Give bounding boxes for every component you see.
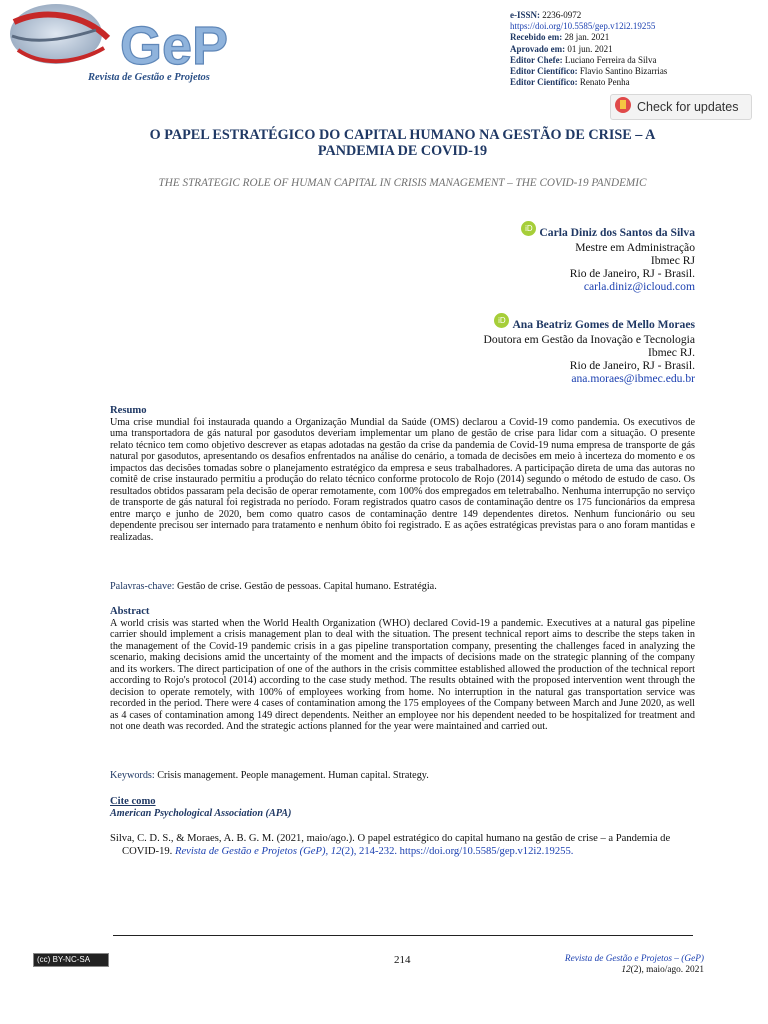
resumo-heading: Resumo [110, 405, 147, 416]
author-institution: Ibmec RJ [650, 254, 695, 267]
abstract-text: A world crisis was started when the World Health Organization (WHO) declared Covid-19 a pandemic. Executives at a natural gas pipeline carrier should implement a crisis management plan to deal with the situation. The present technical report aims to describe the steps taken in the management of the Covid-19 pandemic crisis in a gas pipeline transportation company, presenting the challenges faced in analyzing the scenario, making decisions amid the uncertainty of the moment and the impacts of decisions made on the strategic planning of the company and its workers. The direct participation of one of the authors in the crisis committee established allowed the production of the technical report according to Rojo's protocol (2014) according to the case study method. The results obtained with the proposed intervention went through the decision to operate remotely, with 100% of employees working from home. No interruption in the natural gas transportation service was recorded in the period. There were 4 cases of contamination among the 175 employees of the Company between March and June 2020, as well as 4 cases of contamination among 149 direct dependents. Neither an employee nor his dependent needed to be hospitalized for treatment and not one death was recorded. And the strategic actions planned for the year were maintained and carried out. [110, 617, 695, 733]
footer-rule [113, 935, 693, 936]
author-name: Ana Beatriz Gomes de Mello Moraes [512, 318, 695, 331]
abstract-section [110, 606, 695, 733]
journal-citation-footer [565, 954, 704, 976]
citation-style: American Psychological Association (APA) [110, 807, 292, 819]
footer-issue: (2), maio/ago. 2021 [630, 965, 704, 975]
chief-editor-row: Editor Chefe: Luciano Ferreira da Silva [510, 54, 657, 65]
author-location: Rio de Janeiro, RJ - Brasil. [569, 267, 695, 280]
resumo-text: Uma crise mundial foi instaurada quando a Organização Mundial da Saúde (OMS) declarou a Covid-19 como pandemia. Os executivos de uma transportadora de gás natural por gasodutos deveriam implementar um plano de gestão de crise para lidar com a situação. O presente relato técnico tem como objetivo descrever as etapas adotadas na gestão da crise da pandemia de Covid-19 numa empresa de transporte de gás natural por gasodutos, apresentando os desafios enfrentados na análise do cenário, a tomada de decisões em meio à incerteza do momento e os impactos das decisões tomadas sobre o planejamento estratégico da empresa e seus trabalhadores. A participação direta de uma das autoras no comitê de crise instaurado permitiu a produção do relato técnico conforme protocolo de Rojo (2014) segundo o método de estudo de caso. Os resultados obtidos passaram pela decisão de operar remotamente, com 100% dos empregados em teletrabalho. Nenhuma interrupção no serviço de transporte de gás natural foi registrada no período. Foram registrados quatro casos de contaminação dentre os 175 funcionários da empresa entre março e junho de 2020, bem como quatro casos de contaminação dentre 149 dependentes diretos. Nenhum funcionário ou seu dependente precisou ser internado para tratamento e nenhum óbito foi registrado. E as ações estratégicas previstas para o ano foram mantidas e realizadas. [110, 416, 695, 544]
palavras-chave [110, 581, 695, 593]
author-location: Rio de Janeiro, RJ - Brasil. [569, 359, 695, 372]
article-title: O PAPEL ESTRATÉGICO DO CAPITAL HUMANO NA GESTÃO DE CRISE – A PANDEMIA DE COVID-19 [149, 127, 656, 159]
palavras-chave-text: Gestão de crise. Gestão de pessoas. Capital humano. Estratégia. [177, 581, 437, 592]
author-name: Carla Diniz dos Santos da Silva [539, 226, 695, 239]
eissn-row: e-ISSN: 2236-0972 [510, 10, 582, 20]
check-for-updates-label: Check for updates [637, 100, 739, 114]
svg-text:GeP: GeP [120, 16, 229, 76]
cite-heading: Cite como [110, 796, 156, 807]
palavras-chave-label: Palavras-chave: [110, 581, 175, 592]
author-block [484, 318, 695, 385]
scientific-editor-row: Editor Científico: Renato Penha [510, 77, 630, 88]
resumo-section [110, 405, 695, 544]
abstract-heading: Abstract [110, 606, 150, 617]
check-for-updates-button[interactable] [610, 94, 752, 120]
publication-meta [510, 10, 667, 88]
received-row: Recebido em: 28 jan. 2021 [510, 32, 610, 43]
citation-reference [110, 832, 707, 858]
footer-journal-name: Revista de Gestão e Projetos – (GeP) [564, 954, 704, 964]
article-title-english: THE STRATEGIC ROLE OF HUMAN CAPITAL IN CRISIS MANAGEMENT – THE COVID-19 PANDEMIC [158, 177, 647, 189]
creative-commons-license-badge[interactable]: (cc) BY-NC-SA [33, 953, 109, 967]
author-email-link[interactable]: ana.moraes@ibmec.edu.br [571, 372, 695, 385]
keywords-label: Keywords: [110, 770, 155, 781]
citation-journal: Revista de Gestão e Projetos (GeP), 12 [174, 846, 342, 857]
author-institution: Ibmec RJ. [647, 346, 695, 359]
approved-row: Aprovado em: 01 jun. 2021 [510, 43, 613, 54]
citation-main: Silva, C. D. S., & Moraes, A. B. G. M. (2021, maio/ago.). O papel estratégico do capital humano na gestão de crise – a Pandemia de COVID-19. [110, 833, 671, 857]
citation-doi-link[interactable]: https://doi.org/10.5585/gep.v12i2.19255. [399, 846, 574, 857]
bookmark-icon [615, 96, 631, 119]
page-number: 214 [394, 954, 411, 966]
author-degree: Mestre em Administração [575, 241, 695, 254]
doi-row[interactable] [510, 21, 667, 32]
footer-volume: 12 [621, 965, 631, 975]
keywords [110, 770, 695, 782]
journal-subtitle: Revista de Gestão e Projetos [88, 72, 210, 83]
doi-link[interactable]: https://doi.org/10.5585/gep.v12i2.19255 [510, 21, 656, 32]
author-block [521, 226, 695, 293]
citation-pages: (2), 214-232. [341, 846, 398, 857]
orcid-icon[interactable]: iD [521, 221, 536, 236]
author-email-link[interactable]: carla.diniz@icloud.com [583, 280, 695, 293]
orcid-icon[interactable]: iD [494, 313, 509, 328]
scientific-editor-row: Editor Científico: Flavio Santino Bizarrias [510, 66, 668, 77]
cc-icon: (cc) [37, 955, 51, 964]
cite-section [110, 796, 695, 819]
keywords-text: Crisis management. People management. Human capital. Strategy. [157, 770, 429, 781]
author-degree: Doutora em Gestão da Inovação e Tecnologia [483, 333, 695, 346]
